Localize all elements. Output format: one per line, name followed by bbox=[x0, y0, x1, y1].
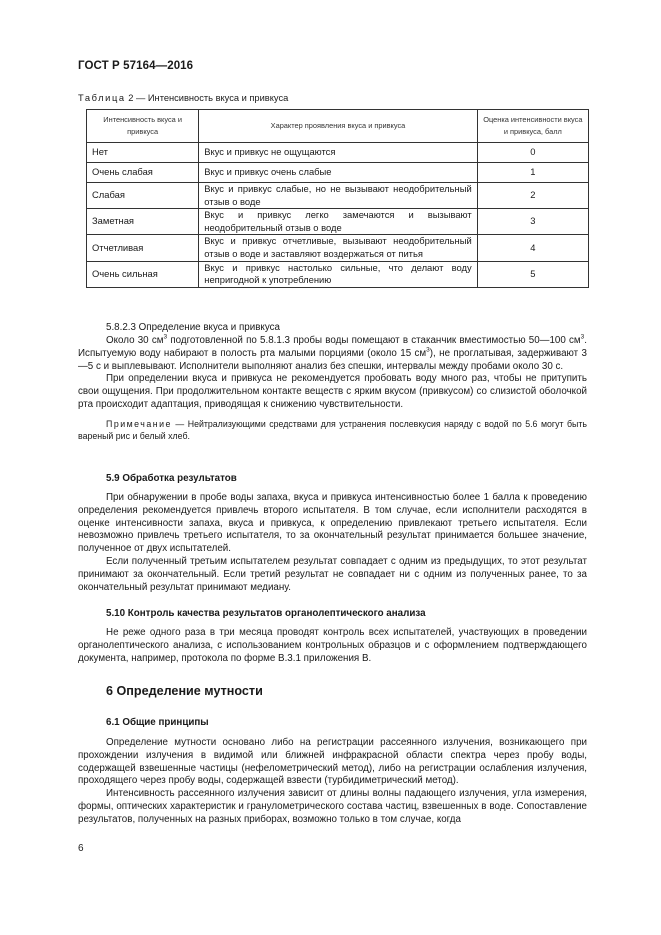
table-caption bbox=[78, 93, 288, 103]
paragraph: Если полученный третьим испытателем результат совпадает с одним из предыдущих, то этот результат принимают за окончательный. Если третий результат не совпадает ни с одним из полученных ранее, то за окончательный результат принимают медиану. bbox=[78, 555, 587, 593]
cell-description: Вкус и привкус очень слабые bbox=[199, 163, 477, 183]
table-row bbox=[87, 143, 589, 163]
cell-score: 1 bbox=[477, 163, 588, 183]
section-title-59: 5.9 Обработка результатов bbox=[106, 473, 237, 484]
table-caption-text: 2 — Интенсивность вкуса и привкуса bbox=[125, 93, 289, 103]
col-header-description: Характер проявления вкуса и привкуса bbox=[199, 110, 477, 143]
paragraph: При определении вкуса и привкуса не рекомендуется пробовать воду много раз, чтобы не притупить свои ощущения. При продолжительном контакте веществ с ярким вкусом (привкусом) со слизистой оболочкой рта происходит адаптация, приводящая к снижению чувствительности. bbox=[78, 373, 587, 410]
section-title-510: 5.10 Контроль качества результатов органолептического анализа bbox=[106, 608, 426, 619]
superscript: 3 bbox=[163, 333, 168, 341]
cell-score: 0 bbox=[477, 143, 588, 163]
table-row bbox=[87, 209, 589, 235]
section-59-body bbox=[78, 492, 587, 594]
table-caption-prefix: Таблица bbox=[78, 93, 126, 103]
cell-score: 5 bbox=[477, 261, 588, 287]
section-title-6: 6 Определение мутности bbox=[106, 684, 263, 698]
cell-description: Вкус и привкус не ощущаются bbox=[199, 143, 477, 163]
section-5823-body bbox=[78, 335, 587, 442]
table-row bbox=[87, 235, 589, 261]
superscript: 3 bbox=[580, 333, 585, 341]
cell-description: Вкус и привкус настолько сильные, что делают воду непригодной к употреблению bbox=[199, 261, 477, 287]
cell-intensity: Слабая bbox=[87, 183, 199, 209]
cell-intensity: Очень слабая bbox=[87, 163, 199, 183]
note-text: — Нейтрализующими средствами для устранения послевкусия наряду с водой по 5.6 могут быть вареный рис и белый хлеб. bbox=[78, 418, 587, 441]
cell-intensity: Очень сильная bbox=[87, 261, 199, 287]
table-row bbox=[87, 163, 589, 183]
text-run: . Испытуемую воду набирают в полость рта малыми порциями (около 15 см bbox=[78, 335, 588, 359]
page-number: 6 bbox=[78, 843, 84, 854]
paragraph: Определение мутности основано либо на регистрации рассеянного излучения, возникающего при прохождении излучения в видимой или ближней инфракрасной области спектра через пробу воды, содержащей взвешенные частицы (нефелометрический метод), либо на регистрации ослабления излучения, проходящего через пробу воды, содержащей взвести (турбидиметрический метод). bbox=[78, 737, 587, 787]
text-run: Около 30 см bbox=[106, 335, 164, 346]
cell-intensity: Нет bbox=[87, 143, 199, 163]
cell-intensity: Заметная bbox=[87, 209, 199, 235]
section-510-body bbox=[78, 627, 587, 665]
cell-description: Вкус и привкус отчетливые, вызывают неодобрительный отзыв о воде и заставляют воздержаться от питья bbox=[199, 235, 477, 261]
note bbox=[78, 418, 587, 442]
paragraph: Не реже одного раза в три месяца проводят контроль всех испытателей, участвующих в проведении органолептического анализа, с использованием контрольных образцов и с оформлением подтверждающего документа, например, протокола по форме В.3.1 приложения В. bbox=[78, 627, 587, 664]
table-row bbox=[87, 261, 589, 287]
cell-description: Вкус и привкус слабые, но не вызывают неодобрительный отзыв о воде bbox=[199, 183, 477, 209]
intensity-table bbox=[86, 109, 589, 288]
section-61-body bbox=[78, 737, 587, 827]
document-header: ГОСТ Р 57164—2016 bbox=[78, 60, 194, 72]
cell-score: 2 bbox=[477, 183, 588, 209]
text-run: ), не проглатывая, задерживают 3—5 с и выплевывают. Исполнители выполняют анализ без спешки, интервалы между пробами около 30 с. bbox=[78, 347, 587, 372]
col-header-score: Оценка интенсивности вкуса и привкуса, балл bbox=[477, 110, 588, 143]
text-run: подготовленной по 5.8.1.3 пробы воды помещают в стаканчик вместимостью 50—100 см bbox=[167, 335, 581, 346]
superscript: 3 bbox=[426, 346, 430, 354]
table-row bbox=[87, 183, 589, 209]
cell-intensity: Отчетливая bbox=[87, 235, 199, 261]
section-title-61: 6.1 Общие принципы bbox=[106, 717, 209, 728]
table-header-row bbox=[87, 110, 589, 143]
paragraph: Интенсивность рассеянного излучения зависит от длины волны падающего излучения, угла измерения, формы, оптических характеристик и гранулометрического состава частиц, взвешенных в воде. Сопоставление результатов, полученных на разных приборах, возможно только в том случае, когда bbox=[78, 788, 587, 825]
cell-description: Вкус и привкус легко замечаются и вызывают неодобрительный отзыв о воде bbox=[199, 209, 477, 235]
cell-score: 4 bbox=[477, 235, 588, 261]
cell-score: 3 bbox=[477, 209, 588, 235]
paragraph: При обнаружении в пробе воды запаха, вкуса и привкуса интенсивностью более 1 балла к проведению определения рекомендуется привлечь второго испытателя. В том случае, если исполнители расходятся в оценке интенсивности запаха, вкуса и привкуса, к определению привлекают третьего испытателя. Если невозможно привлечь третьего испытателя, то за окончательный результат принимается большее значение, полученное от двух испытателей. bbox=[78, 492, 587, 555]
note-label: Примечание bbox=[106, 418, 172, 429]
subsection-title-5823: 5.8.2.3 Определение вкуса и привкуса bbox=[106, 322, 280, 333]
col-header-intensity: Интенсивность вкуса и привкуса bbox=[87, 110, 199, 143]
paragraph bbox=[78, 335, 587, 373]
